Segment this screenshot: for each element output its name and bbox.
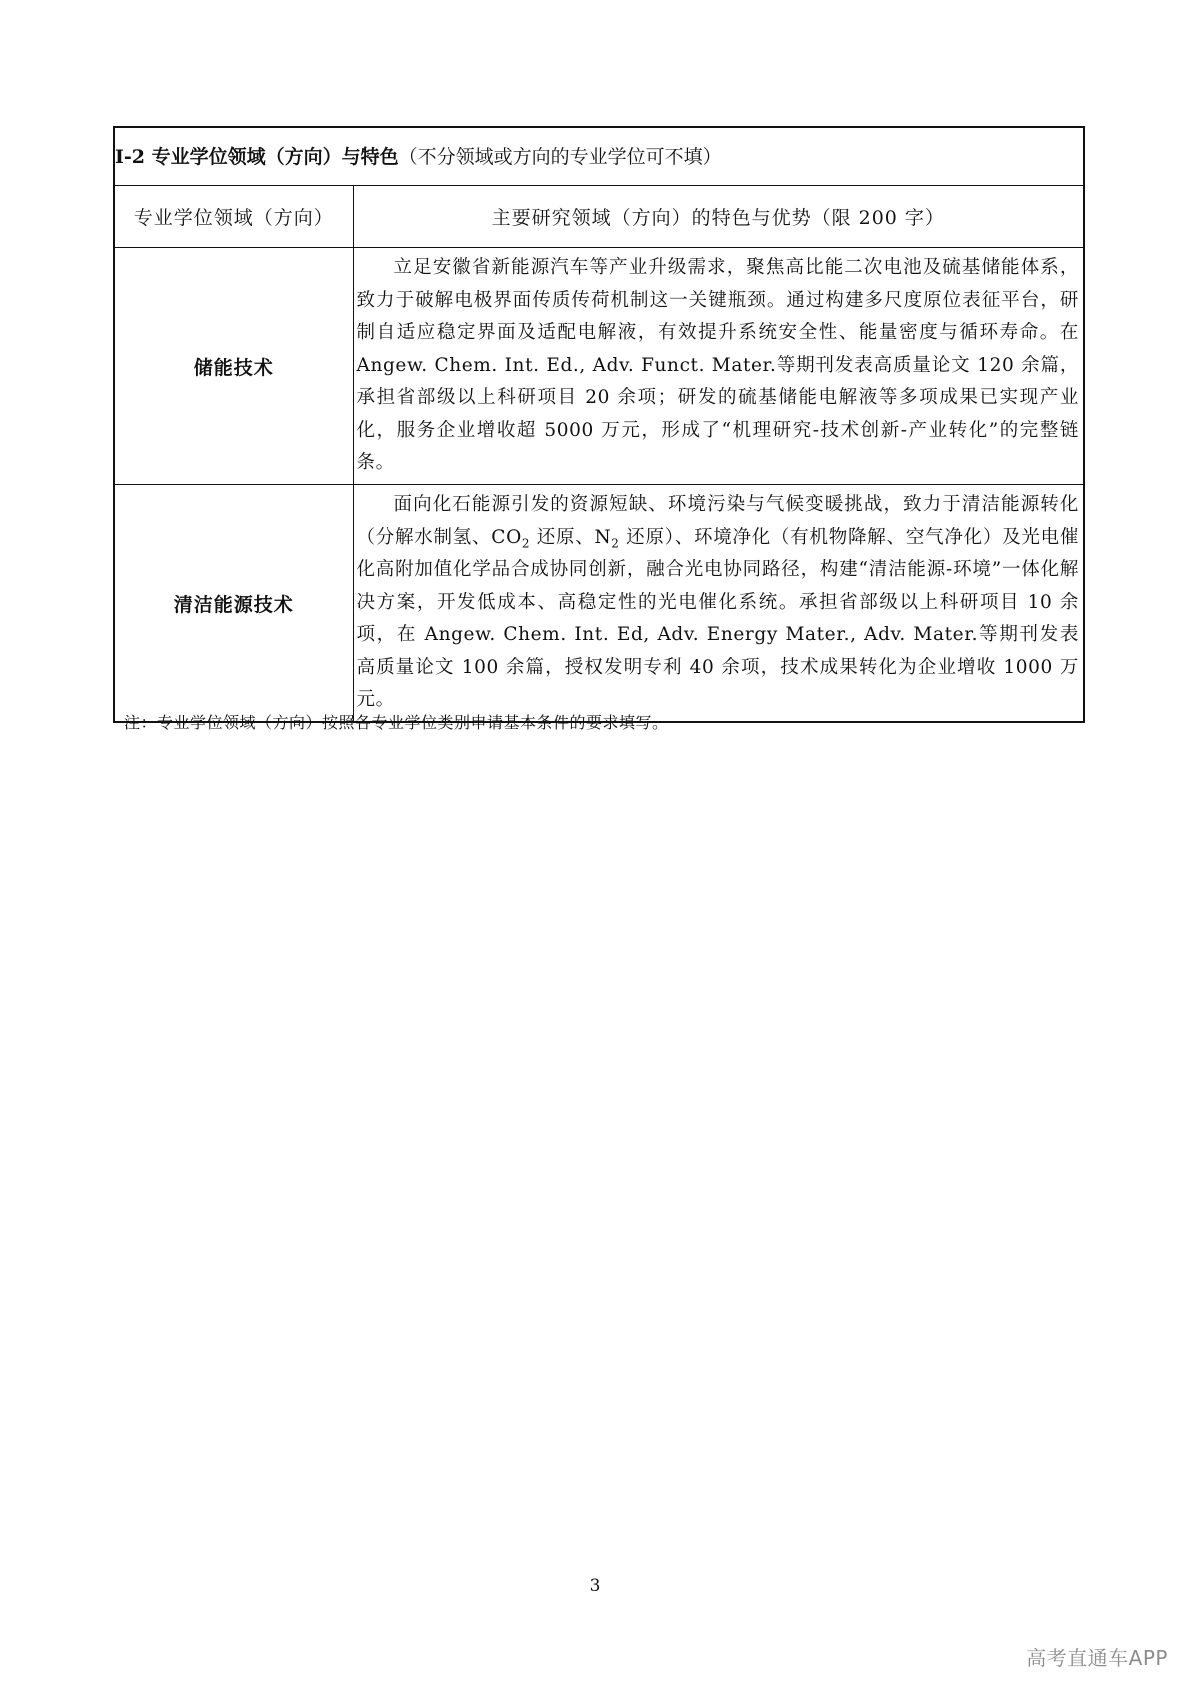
header-field-direction: 专业学位领域（方向） [114,186,353,248]
table-title-cell [114,127,1084,186]
field-description-text: 还原、N [530,526,612,548]
table-row [114,248,1084,485]
field-description-text: 面向化石能源引发的资源短缺、环境污染与气候变暖挑战，致力于清洁能源转化（分解水制氢、CO [356,494,1079,548]
field-name: 储能技术 [114,248,353,485]
field-description [353,248,1084,485]
watermark-text: 高考直通车APP [1026,1646,1168,1670]
subscript: 2 [521,536,531,551]
section-title-note: （不分领域或方向的专业学位可不填） [398,145,722,168]
field-name: 清洁能源技术 [114,485,353,723]
footnote: 注：专业学位领域（方向）按照各专业学位类别申请基本条件的要求填写。 [124,713,669,732]
field-description-text: 还原）、环境净化（有机物降解、空气净化）及光电催化高附加值化学品合成协同创新，融合光电协同路径，构建“清洁能源-环境”一体化解决方案，开发低成本、高稳定性的光电催化系统。承担省部级以上科研项目 10 余项，在 Angew. Chem. Int. Ed, Adv. Energy Mater., Adv. Mater.等期刊发表高质量论文 100 余篇，授权发明专利 40 余项，技术成果转化为企业增收 1000 万元。 [356,526,1079,711]
degree-field-table [113,126,1085,723]
table-row [114,485,1084,723]
page-number: 3 [589,1576,601,1596]
table-title-row [114,127,1084,186]
table-header-row [114,186,1084,248]
section-title: I-2 专业学位领域（方向）与特色 [115,145,399,168]
field-description [353,485,1084,723]
field-description-text: 立足安徽省新能源汽车等产业升级需求，聚焦高比能二次电池及硫基储能体系，致力于破解电极界面传质传荷机制这一关键瓶颈。通过构建多尺度原位表征平台，研制自适应稳定界面及适配电解液，有效提升系统安全性、能量密度与循环寿命。在 Angew. Chem. Int. Ed., Adv. Funct. Mater.等期刊发表高质量论文 120 余篇，承担省部级以上科研项目 20 余项；研发的硫基储能电解液等多项成果已实现产业化，服务企业增收超 5000 万元，形成了“机理研究-技术创新-产业转化”的完整链条。 [356,257,1079,474]
subscript: 2 [611,536,620,551]
header-features-advantages: 主要研究领域（方向）的特色与优势（限 200 字） [353,186,1084,248]
